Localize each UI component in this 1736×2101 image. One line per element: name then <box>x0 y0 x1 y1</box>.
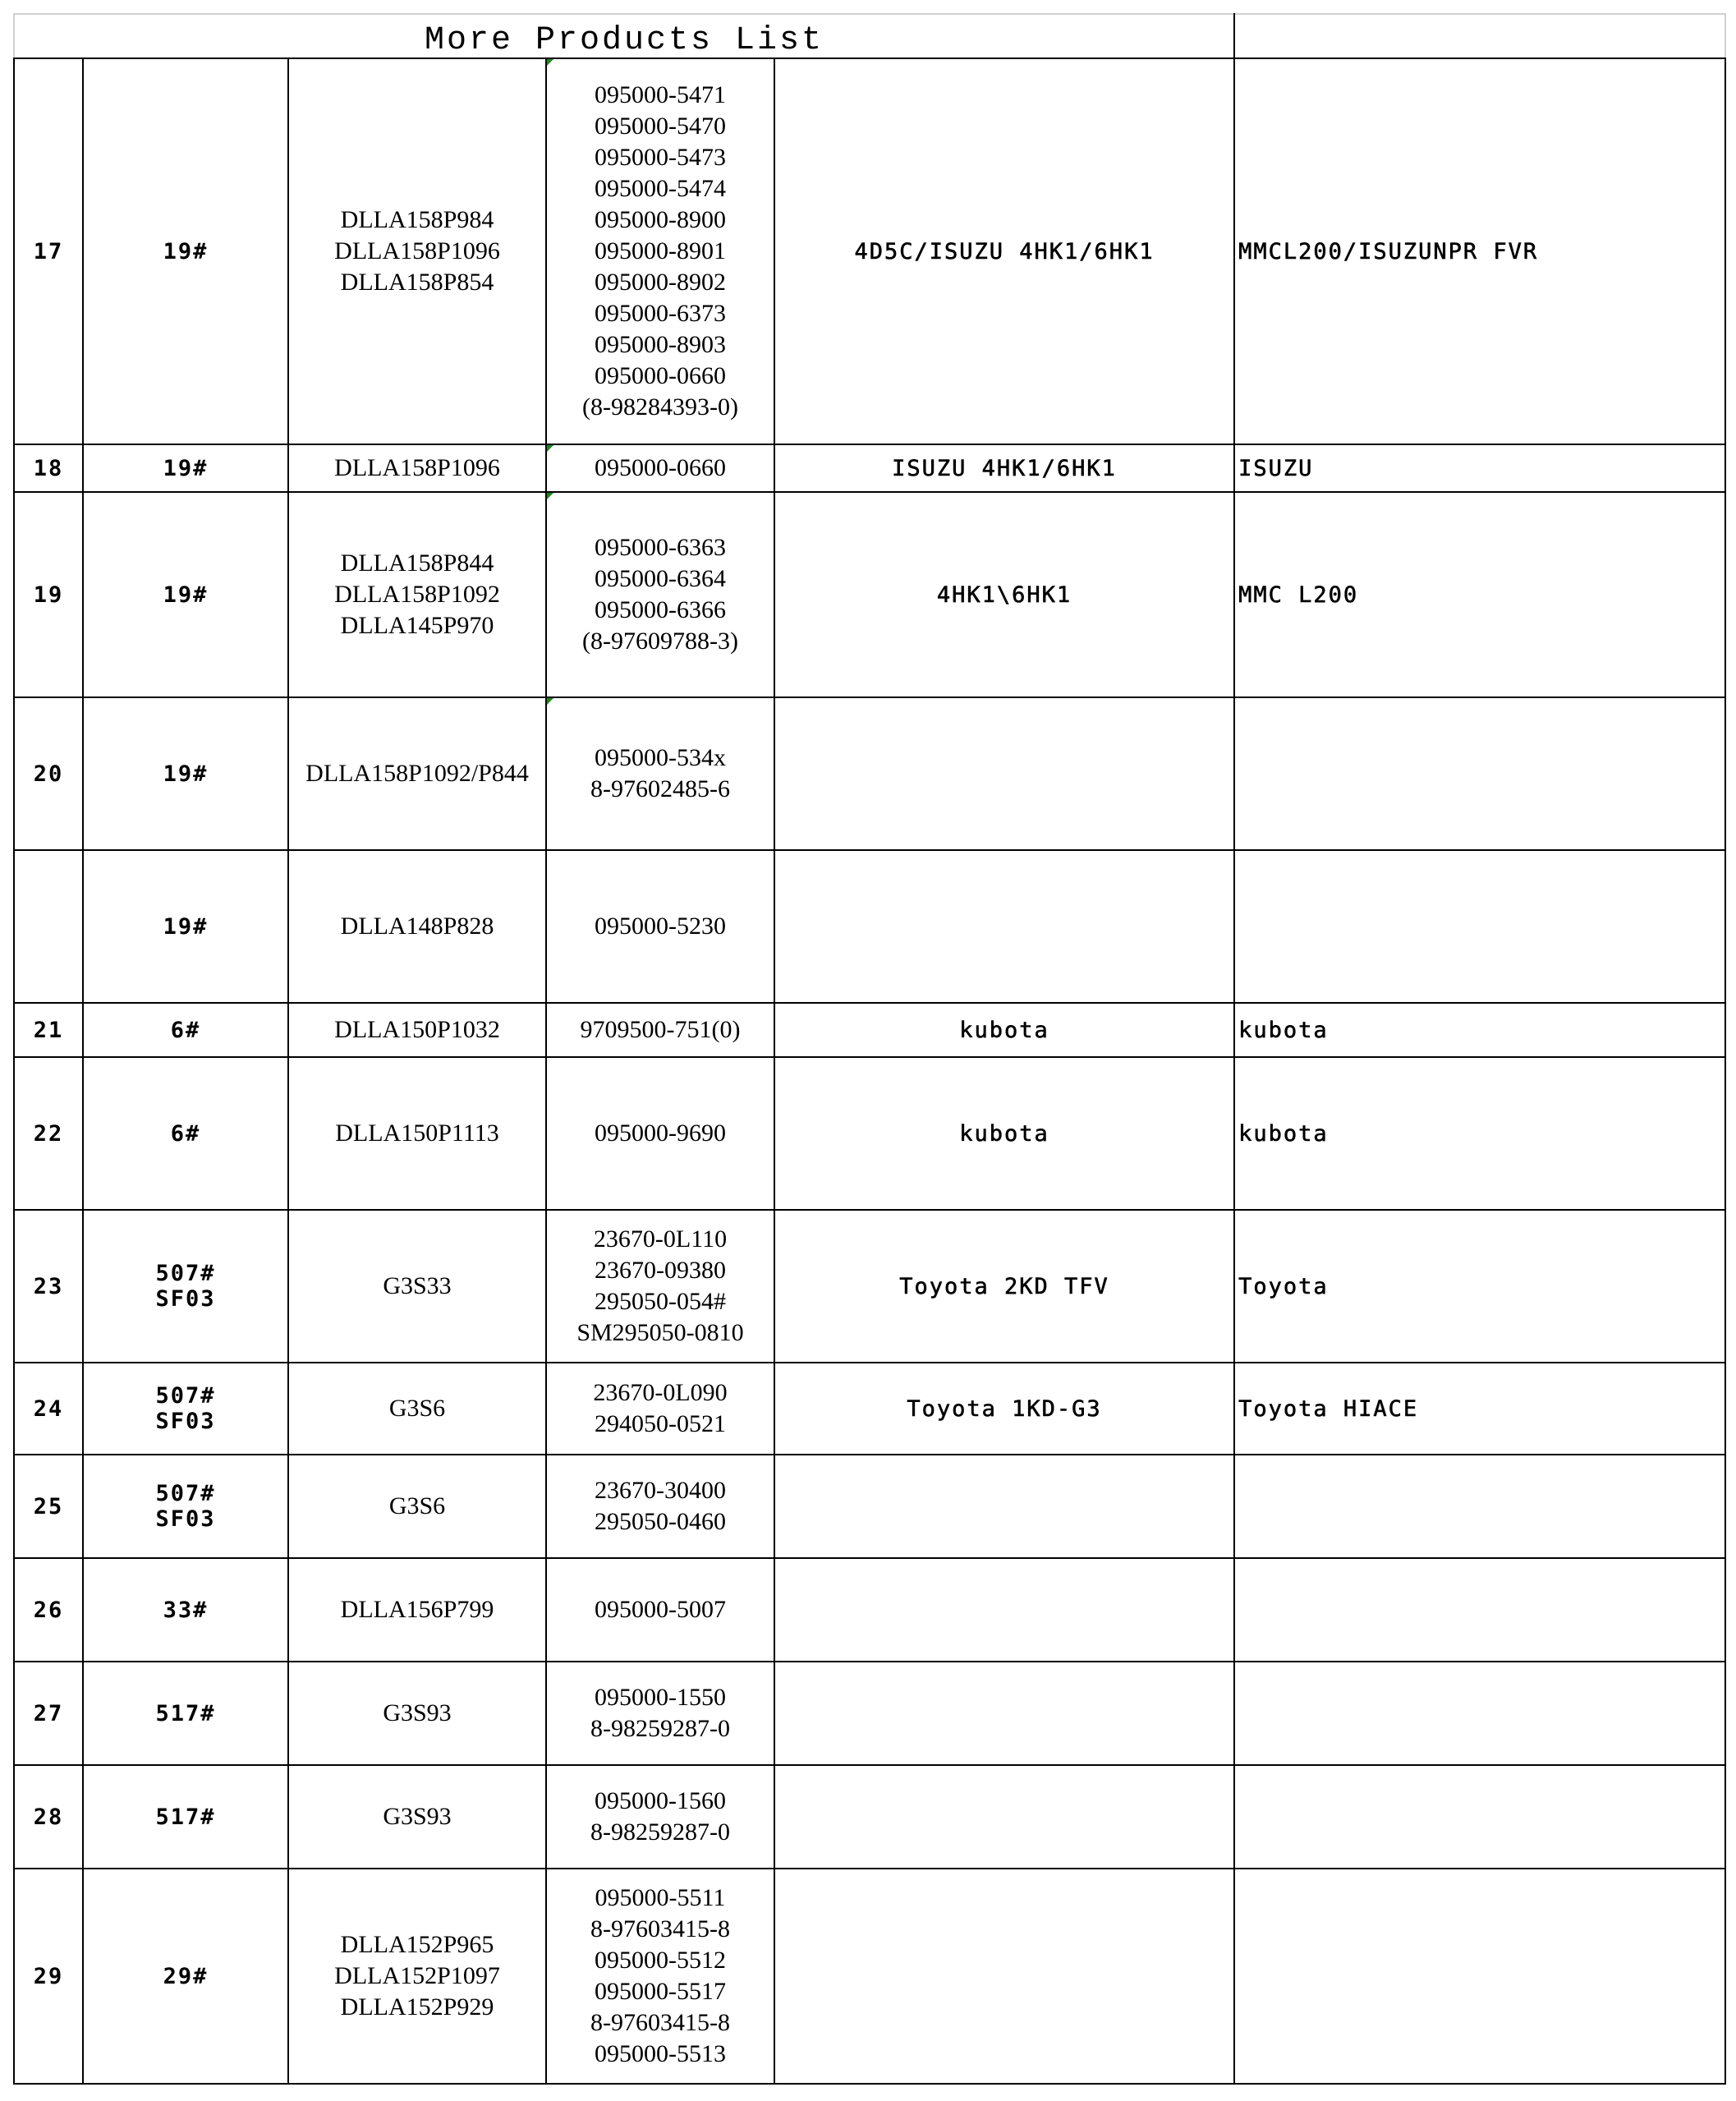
table-row <box>14 1003 1725 1057</box>
nozzle-cell: G3S33 <box>288 1210 546 1363</box>
vehicle-cell: MMCL200/ISUZUNPR FVR <box>1234 58 1725 444</box>
vehicle-cell <box>1234 1765 1725 1869</box>
nozzle-cell: G3S93 <box>288 1662 546 1765</box>
code-cell: 19# <box>83 697 288 850</box>
code-cell: 6# <box>83 1057 288 1210</box>
nozzle-cell: DLLA158P984 DLLA158P1096 DLLA158P854 <box>288 58 546 444</box>
code-cell: 507# SF03 <box>83 1455 288 1558</box>
table-row <box>14 1662 1725 1765</box>
row-number-cell: 26 <box>14 1558 83 1662</box>
part-number-cell: 23670-0L090 294050-0521 <box>546 1363 774 1455</box>
table-row <box>14 1363 1725 1455</box>
application-cell: kubota <box>774 1057 1234 1210</box>
code-cell: 19# <box>83 850 288 1003</box>
part-number-cell: 095000-5471 095000-5470 095000-5473 095000-5474 095000-8900 095000-8901 095000-8902 095000-6373 095000-8903 095000-0660 (8-98284393-0) <box>546 58 774 444</box>
part-number-cell: 23670-30400 295050-0460 <box>546 1455 774 1558</box>
application-cell <box>774 850 1234 1003</box>
vehicle-cell: MMC L200 <box>1234 492 1725 697</box>
part-number-cell: 095000-0660 <box>546 444 774 492</box>
row-number-cell: 28 <box>14 1765 83 1869</box>
vehicle-cell: kubota <box>1234 1003 1725 1057</box>
code-cell: 517# <box>83 1765 288 1869</box>
table-row <box>14 1210 1725 1363</box>
row-number-cell: 23 <box>14 1210 83 1363</box>
title-blank-cell <box>1234 14 1725 58</box>
row-number-cell: 22 <box>14 1057 83 1210</box>
vehicle-cell <box>1234 1558 1725 1662</box>
table-row <box>14 1455 1725 1558</box>
part-number-cell: 095000-5511 8-97603415-8 095000-5512 095000-5517 8-97603415-8 095000-5513 <box>546 1869 774 2084</box>
row-number-cell: 25 <box>14 1455 83 1558</box>
vehicle-cell: ISUZU <box>1234 444 1725 492</box>
table-row <box>14 1765 1725 1869</box>
row-number-cell: 27 <box>14 1662 83 1765</box>
part-number-cell: 23670-0L110 23670-09380 295050-054# SM295050-0810 <box>546 1210 774 1363</box>
table-row <box>14 1057 1725 1210</box>
part-number-cell: 095000-6363 095000-6364 095000-6366 (8-97609788-3) <box>546 492 774 697</box>
vehicle-cell <box>1234 1869 1725 2084</box>
nozzle-cell: DLLA148P828 <box>288 850 546 1003</box>
title-row <box>14 14 1725 58</box>
application-cell <box>774 1869 1234 2084</box>
table-row <box>14 58 1725 444</box>
nozzle-cell: G3S6 <box>288 1363 546 1455</box>
vehicle-cell: Toyota <box>1234 1210 1725 1363</box>
table-row <box>14 1558 1725 1662</box>
application-cell <box>774 1455 1234 1558</box>
application-cell: Toyota 2KD TFV <box>774 1210 1234 1363</box>
nozzle-cell: G3S93 <box>288 1765 546 1869</box>
sheet-title: More Products List <box>14 14 1234 58</box>
application-cell: 4HK1\6HK1 <box>774 492 1234 697</box>
application-cell <box>774 1765 1234 1869</box>
nozzle-cell: DLLA158P1092/P844 <box>288 697 546 850</box>
code-cell: 33# <box>83 1558 288 1662</box>
row-number-cell: 24 <box>14 1363 83 1455</box>
code-cell: 29# <box>83 1869 288 2084</box>
code-cell: 19# <box>83 58 288 444</box>
table-row <box>14 444 1725 492</box>
vehicle-cell: kubota <box>1234 1057 1725 1210</box>
nozzle-cell: DLLA150P1032 <box>288 1003 546 1057</box>
code-cell: 517# <box>83 1662 288 1765</box>
row-number-cell: 17 <box>14 58 83 444</box>
vehicle-cell <box>1234 697 1725 850</box>
nozzle-cell: DLLA156P799 <box>288 1558 546 1662</box>
nozzle-cell: G3S6 <box>288 1455 546 1558</box>
part-number-cell: 095000-5007 <box>546 1558 774 1662</box>
application-cell: Toyota 1KD-G3 <box>774 1363 1234 1455</box>
application-cell <box>774 1558 1234 1662</box>
application-cell <box>774 1662 1234 1765</box>
row-number-cell: 21 <box>14 1003 83 1057</box>
code-cell: 507# SF03 <box>83 1210 288 1363</box>
application-cell <box>774 697 1234 850</box>
part-number-cell: 9709500-751(0) <box>546 1003 774 1057</box>
row-number-cell: 20 <box>14 697 83 850</box>
table-row <box>14 1869 1725 2084</box>
table-row <box>14 850 1725 1003</box>
application-cell: kubota <box>774 1003 1234 1057</box>
part-number-cell: 095000-1560 8-98259287-0 <box>546 1765 774 1869</box>
vehicle-cell <box>1234 1662 1725 1765</box>
part-number-cell: 095000-534x 8-97602485-6 <box>546 697 774 850</box>
part-number-cell: 095000-9690 <box>546 1057 774 1210</box>
vehicle-cell: Toyota HIACE <box>1234 1363 1725 1455</box>
code-cell: 6# <box>83 1003 288 1057</box>
row-number-cell: 19 <box>14 492 83 697</box>
application-cell: 4D5C/ISUZU 4HK1/6HK1 <box>774 58 1234 444</box>
nozzle-cell: DLLA158P844 DLLA158P1092 DLLA145P970 <box>288 492 546 697</box>
code-cell: 19# <box>83 492 288 697</box>
code-cell: 507# SF03 <box>83 1363 288 1455</box>
row-number-cell: 29 <box>14 1869 83 2084</box>
table-row <box>14 492 1725 697</box>
application-cell: ISUZU 4HK1/6HK1 <box>774 444 1234 492</box>
nozzle-cell: DLLA158P1096 <box>288 444 546 492</box>
code-cell: 19# <box>83 444 288 492</box>
nozzle-cell: DLLA152P965 DLLA152P1097 DLLA152P929 <box>288 1869 546 2084</box>
nozzle-cell: DLLA150P1113 <box>288 1057 546 1210</box>
row-number-cell <box>14 850 83 1003</box>
part-number-cell: 095000-1550 8-98259287-0 <box>546 1662 774 1765</box>
table-row <box>14 697 1725 850</box>
vehicle-cell <box>1234 1455 1725 1558</box>
row-number-cell: 18 <box>14 444 83 492</box>
part-number-cell: 095000-5230 <box>546 850 774 1003</box>
products-table <box>13 13 1726 2085</box>
vehicle-cell <box>1234 850 1725 1003</box>
